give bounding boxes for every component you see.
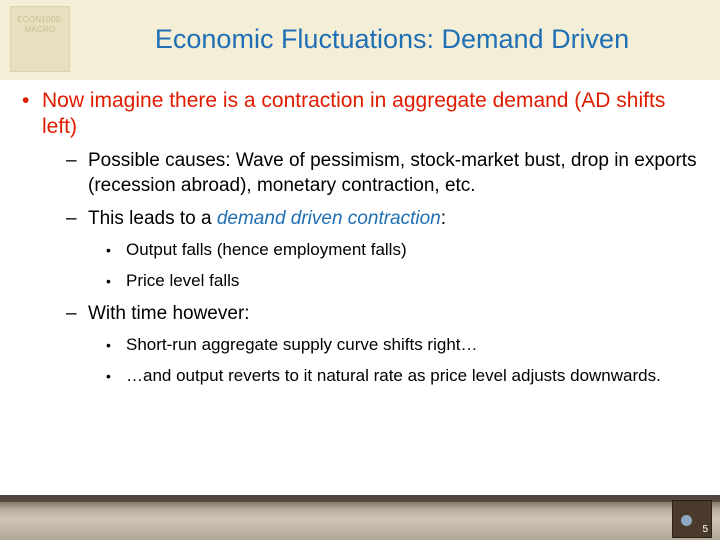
bullet-level1-text: Now imagine there is a contraction in aggregate demand (AD shifts left)	[42, 89, 666, 138]
course-logo-line1: ECON1000:	[17, 15, 63, 24]
bullet-level2-causes	[14, 148, 706, 198]
slide-number: 5	[702, 524, 708, 535]
course-logo-line2: MACRO	[24, 25, 56, 34]
bullet-level2-leads-to-prefix: This leads to a	[88, 208, 217, 229]
bullet-level3-price-level-falls-text: Price level falls	[126, 271, 240, 290]
bullet-level2-causes-text: Possible causes: Wave of pessimism, stock-market bust, drop in exports (recession abroad), monetary contraction, etc.	[88, 150, 697, 196]
title-band	[0, 0, 720, 80]
course-logo	[10, 6, 70, 72]
bullet-level2-with-time-text: With time however:	[88, 303, 250, 324]
bullet-level3-output-reverts	[14, 364, 706, 388]
bullet-level2-leads-to-suffix: :	[440, 208, 447, 229]
bullet-glyph-output-reverts: •	[106, 368, 111, 384]
bullet-level1	[14, 88, 706, 140]
bullet-glyph-sras-shifts: •	[106, 337, 111, 353]
dash-glyph-with-time: –	[66, 303, 77, 324]
emphasis-demand-driven-contraction: demand driven contraction	[216, 208, 441, 229]
dash-glyph-leads-to: –	[66, 208, 77, 229]
slide-body	[0, 80, 720, 500]
bullet-glyph-level1: •	[22, 89, 30, 112]
bullet-level2-leads-to	[14, 206, 706, 231]
bullet-level2-with-time	[14, 301, 706, 326]
bullet-glyph-output-falls: •	[106, 242, 111, 258]
bullet-level3-output-reverts-text: …and output reverts to it natural rate as price level adjusts downwards.	[126, 366, 661, 385]
decorative-dot-icon	[681, 515, 692, 526]
bullet-level3-sras-shifts-text: Short-run aggregate supply curve shifts right…	[126, 335, 478, 354]
bullet-level3-sras-shifts	[14, 333, 706, 357]
bullet-glyph-price-level-falls: •	[106, 273, 111, 289]
footer-image-strip	[0, 495, 720, 540]
dash-glyph-causes: –	[66, 150, 77, 171]
bullet-level3-output-falls-text: Output falls (hence employment falls)	[126, 240, 407, 259]
slide-number-badge	[672, 500, 712, 538]
page-title: Economic Fluctuations: Demand Driven	[154, 24, 630, 54]
bullet-level3-price-level-falls	[14, 269, 706, 293]
bullet-level3-output-falls	[14, 238, 706, 262]
